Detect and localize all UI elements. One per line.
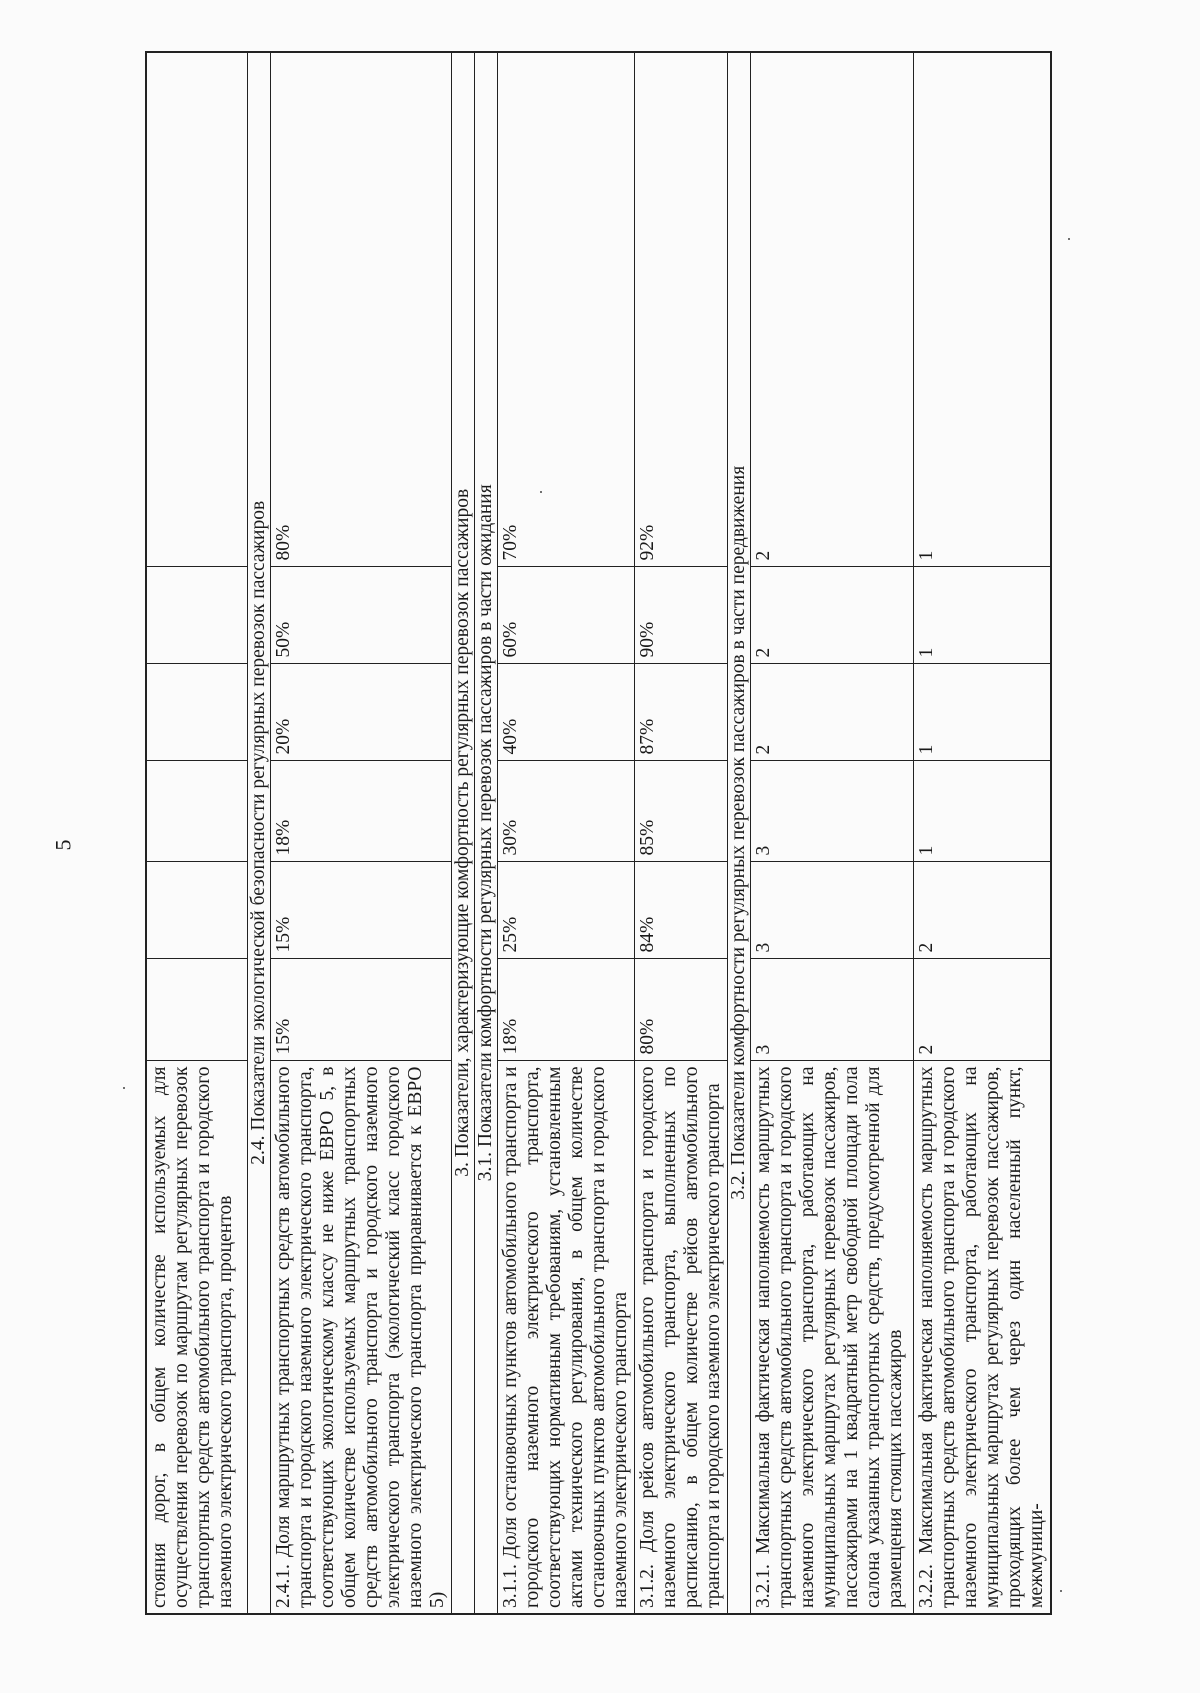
indicator-value: 80% (271, 52, 452, 567)
indicators-table (145, 51, 1052, 1615)
indicator-value (146, 761, 248, 862)
indicator-value (146, 567, 248, 664)
indicator-value: 20% (271, 664, 452, 761)
indicator-value: 92% (635, 52, 728, 567)
rotated-table-page (145, 53, 1065, 1615)
scan-speck (1068, 238, 1070, 240)
indicator-value: 3 (751, 761, 914, 862)
indicator-value: 30% (498, 761, 635, 862)
indicator-value: 2 (751, 52, 914, 567)
scan-speck (1060, 1590, 1062, 1592)
indicator-value: 60% (498, 567, 635, 664)
indicator-value: 18% (498, 959, 635, 1061)
indicator-row (498, 52, 635, 1614)
indicator-row (271, 52, 452, 1614)
indicator-description: 3.2.2. Максимальная фактическая наполняемость маршрутных транспортных средств автомобильного транспорта и городского наземного электрического транспорта, работающих на муниципальных маршрутах регулярных перевозок пассажиров, проходящих более чем через один населенный пункт, межмуници- (914, 1061, 1052, 1614)
indicator-value: 90% (635, 567, 728, 664)
indicator-description: 2.4.1. Доля маршрутных транспортных средств автомобильного транспорта и городского наземного электрического транспорта, соответствующих экологическому классу не ниже ЕВРО 5, в общем количестве используемых маршрутных транспортных средств автомобильного транспорта и городского наземного электрического транспорта (экологический класс городского наземного электрического транспорта приравнивается к ЕВРО 5) (271, 1061, 452, 1614)
scan-speck (123, 1087, 125, 1089)
indicator-value: 85% (635, 761, 728, 862)
indicator-value: 80% (635, 959, 728, 1061)
section-header: 2.4. Показатели экологической безопасности регулярных перевозок пассажиров (248, 52, 271, 1614)
indicator-value: 70% (498, 52, 635, 567)
section-header: 3. Показатели, характеризующие комфортность регулярных перевозок пассажиров (452, 52, 475, 1614)
indicator-value: 2 (751, 567, 914, 664)
indicator-value: 2 (914, 959, 1052, 1061)
indicator-value (146, 959, 248, 1061)
indicator-value: 18% (271, 761, 452, 862)
indicator-value: 1 (914, 664, 1052, 761)
indicator-description: 3.1.2. Доля рейсов автомобильного транспорта и городского наземного электрического транспорта, выполненных по расписанию, в общем количестве рейсов автомобильного транспорта и городского наземного электрического транспорта (635, 1061, 728, 1614)
section-header: 3.1. Показатели комфортности регулярных перевозок пассажиров в части ожидания (475, 52, 498, 1614)
indicator-row (914, 52, 1052, 1614)
indicator-value: 1 (914, 52, 1052, 567)
section-header-row (728, 52, 751, 1614)
indicator-value: 50% (271, 567, 452, 664)
indicator-value: 40% (498, 664, 635, 761)
page-number: 5 (50, 839, 76, 851)
indicator-value: 87% (635, 664, 728, 761)
indicator-row (146, 52, 248, 1614)
indicator-value: 15% (271, 862, 452, 959)
section-header-row (475, 52, 498, 1614)
indicator-value: 2 (914, 862, 1052, 959)
indicator-value: 1 (914, 761, 1052, 862)
indicator-row (751, 52, 914, 1614)
indicator-value: 2 (751, 664, 914, 761)
section-header-row (452, 52, 475, 1614)
indicator-value (146, 862, 248, 959)
indicator-description: 3.1.1. Доля остановочных пунктов автомобильного транспорта и городского наземного электрического транспорта, соответствующих нормативным требованиям, установленным актами технического регулирования, в общем количестве остановочных пунктов автомобильного транспорта и городского наземного электрического транспорта (498, 1061, 635, 1614)
indicator-value (146, 664, 248, 761)
indicator-description: 3.2.1. Максимальная фактическая наполняемость маршрутных транспортных средств автомобильного транспорта и городского наземного электрического транспорта, работающих на муниципальных маршрутах регулярных перевозок пассажиров, пассажирами на 1 квадратный метр свободной площади пола салона указанных транспортных средств, предусмотренной для размещения стоящих пассажиров (751, 1061, 914, 1614)
table-body (146, 52, 1051, 1614)
indicator-row (635, 52, 728, 1614)
indicator-value: 3 (751, 862, 914, 959)
indicator-value (146, 52, 248, 567)
indicator-value: 3 (751, 959, 914, 1061)
indicator-description: стояния дорог, в общем количестве используемых для осуществления перевозок по маршрутам регулярных перевозок транспортных средств автомобильного транспорта и городского наземного электрического транспорта, процентов (146, 1061, 248, 1614)
indicator-value: 25% (498, 862, 635, 959)
section-header-row (248, 52, 271, 1614)
section-header: 3.2. Показатели комфортности регулярных перевозок пассажиров в части передвижения (728, 52, 751, 1614)
scan-speck (540, 491, 542, 493)
indicator-value: 84% (635, 862, 728, 959)
indicator-value: 1 (914, 567, 1052, 664)
indicator-value: 15% (271, 959, 452, 1061)
